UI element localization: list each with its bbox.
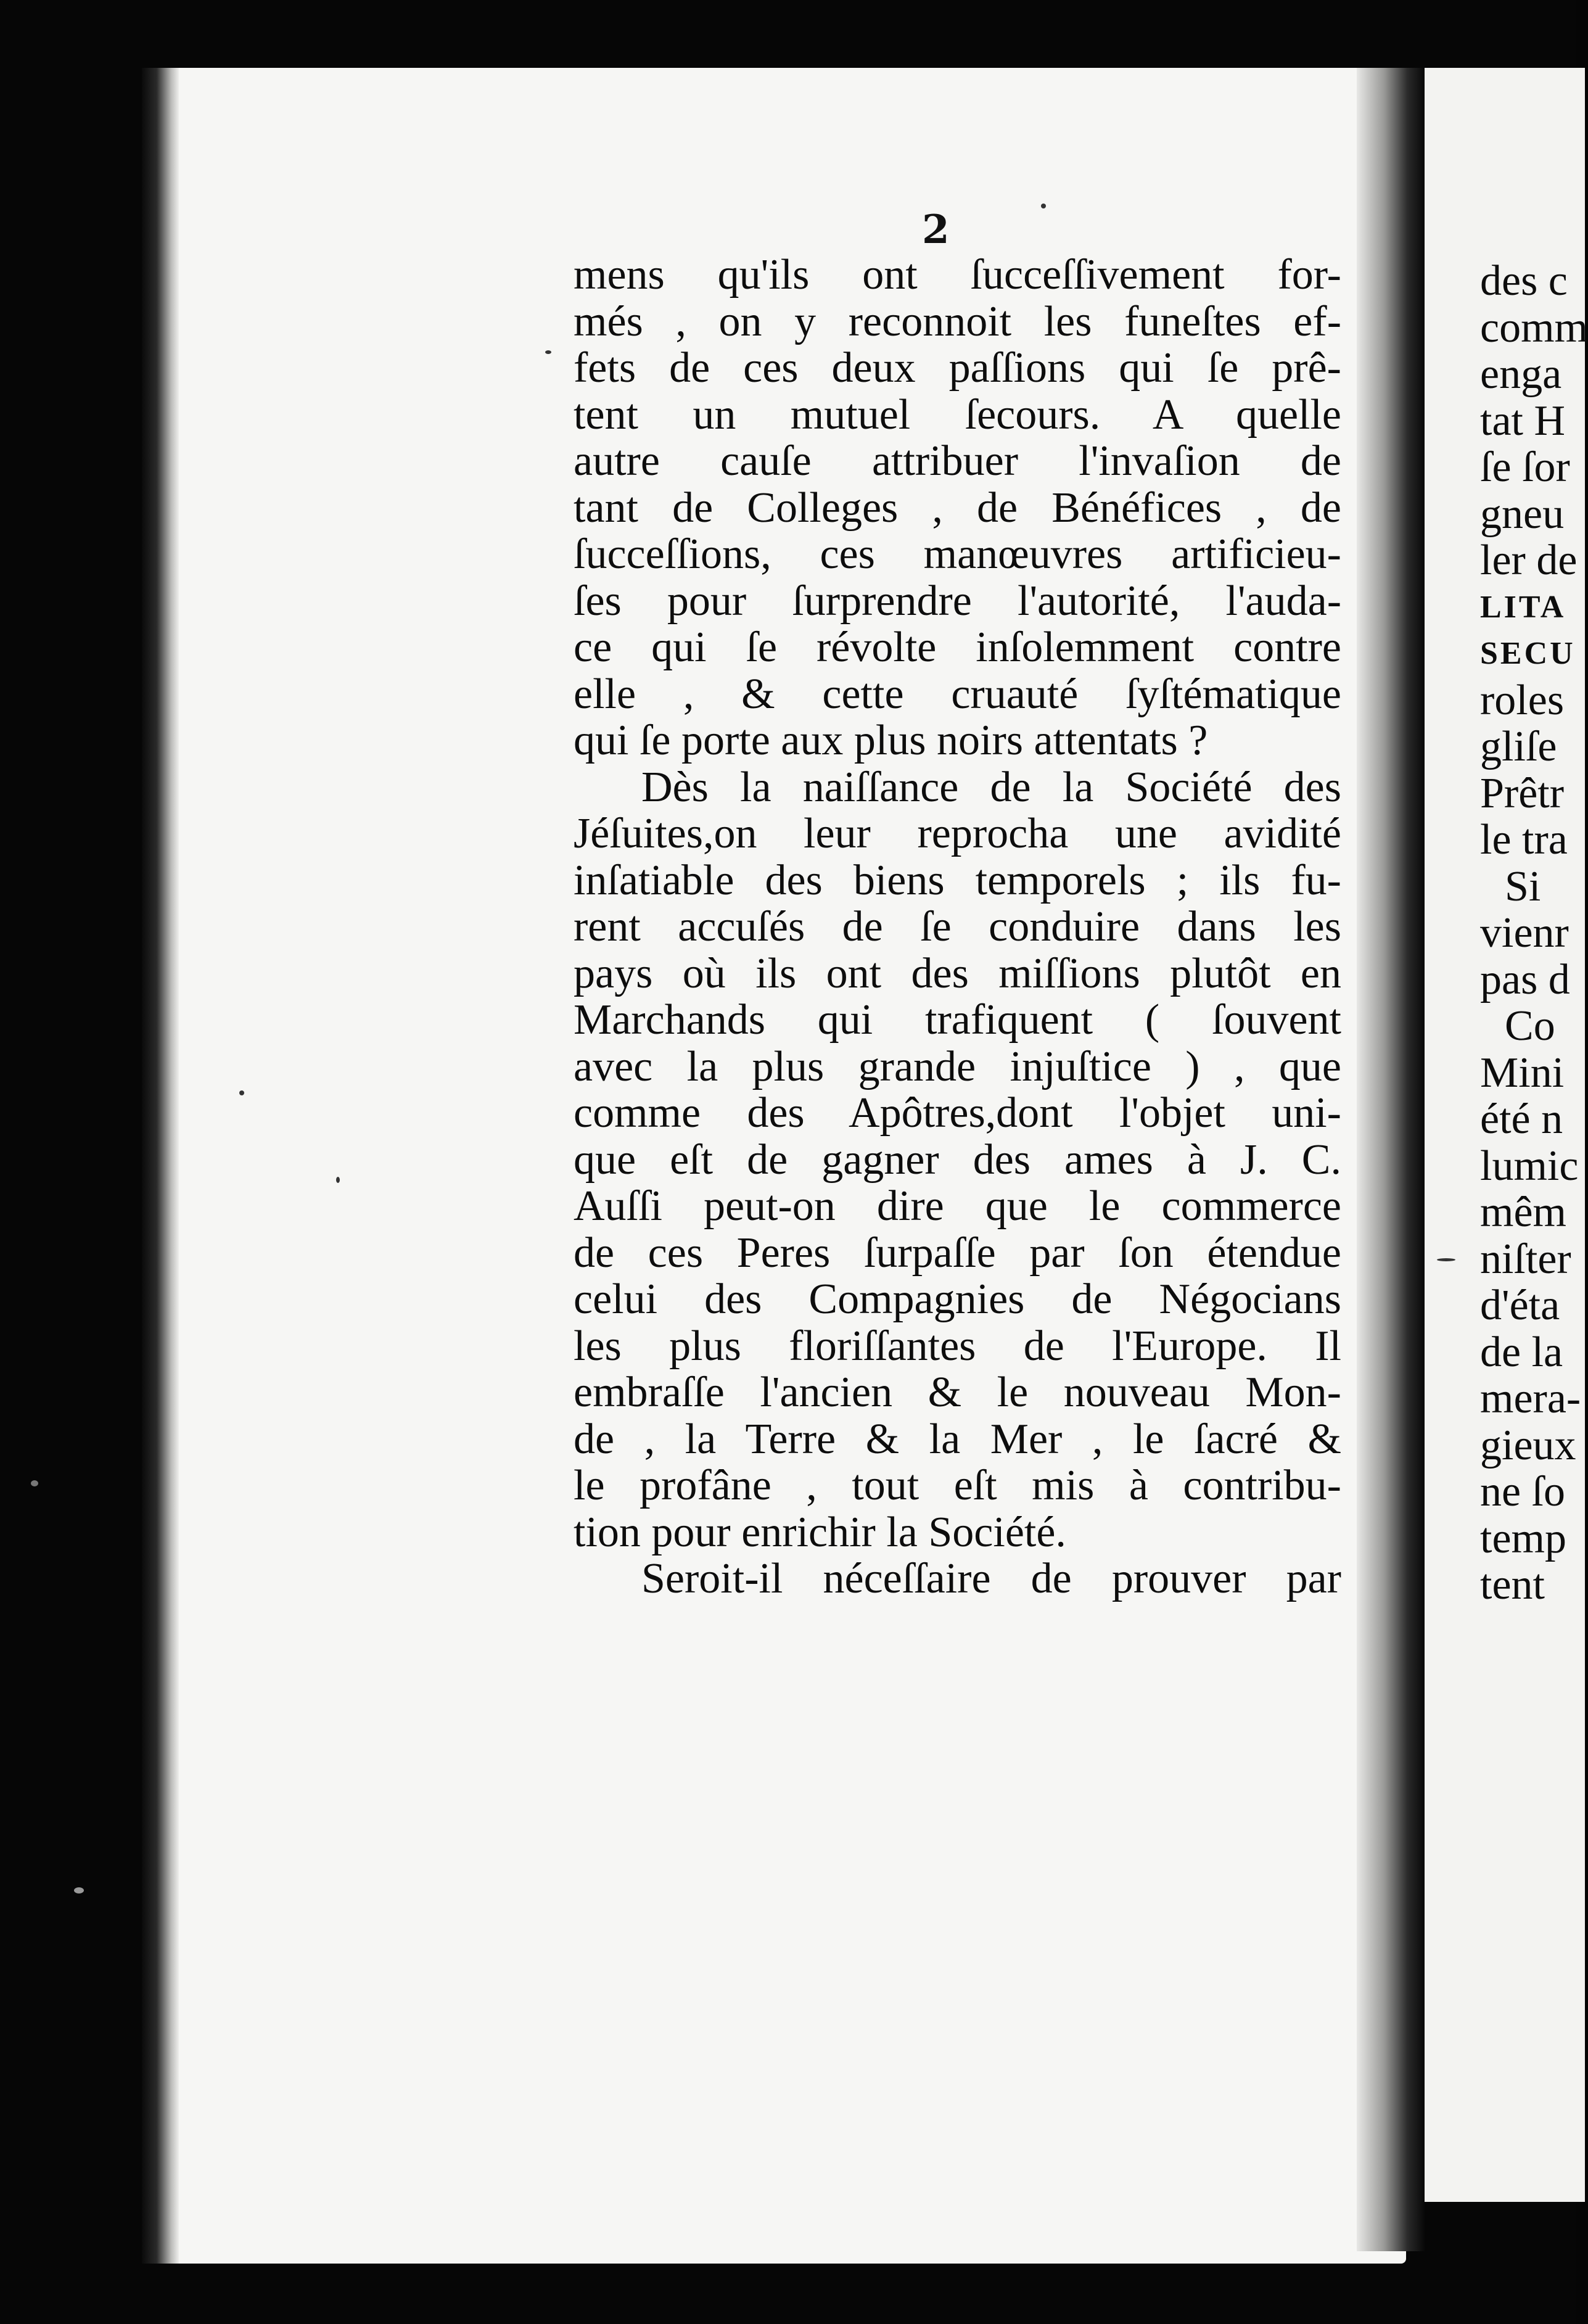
fragment-line: mera- [1480,1375,1581,1422]
text-line: més , on y reconnoit les funeſtes ef- [574,297,1341,345]
text-line: tion pour enrichir la Société. [574,1508,1066,1556]
text-line: de ces Peres ſurpaſſe par ſon étendue [574,1229,1341,1277]
text-line: embraſſe l'ancien & le nouveau Mon- [574,1369,1341,1416]
paper-speck [1437,1258,1455,1261]
fragment-line: LITA [1480,589,1566,625]
text-line: tant de Colleges , de Bénéfices , de [574,484,1341,532]
left-page-text [574,252,1341,1602]
paper-speck [31,1480,38,1486]
fragment-line: comm [1480,303,1588,352]
right-page-text-fragments [1480,257,1588,1609]
paper-speck [239,1090,244,1095]
paper-speck [1041,204,1046,208]
text-line: ce qui ſe révolte inſolemment contre [574,624,1341,671]
fragment-line: ſe ſor [1480,443,1570,491]
book-gutter [1357,68,1425,2251]
fragment-line: tat H [1480,397,1566,445]
fragment-line: de la [1480,1328,1563,1376]
fragment-line: roles [1480,676,1565,724]
fragment-line: le tra [1480,816,1568,863]
fragment-line: gieux [1480,1421,1576,1469]
text-line: tent un mutuel ſecours. A quelle [574,390,1341,439]
fragment-line: vienr [1480,909,1569,957]
text-line: avec la plus grande injuſtice ) , que [574,1042,1341,1090]
page-number: 2 [922,207,950,253]
text-line: inſatiable des biens temporels ; ils fu- [574,856,1341,904]
fragment-line: gliſe [1480,723,1557,770]
paper-speck [545,350,551,354]
text-line: celui des Compagnies de Négocians [574,1275,1341,1323]
text-line: de , la Terre & la Mer , le ſacré & [574,1415,1341,1463]
paper-speck [74,1887,84,1893]
text-line: mens qu'ils ont ſucceſſivement for- [574,251,1341,299]
text-line: le profâne , tout eſt mis à contribu- [574,1462,1341,1509]
fragment-line: mêm [1480,1189,1566,1236]
text-line: elle , & cette cruauté ſyſtématique [574,670,1341,718]
fragment-line: SECU [1480,636,1576,671]
text-line: ſes pour ſurprendre l'autorité, l'auda- [574,577,1341,625]
text-line: Dès la naiſſance de la Société des [641,763,1341,811]
text-line: Seroit-il néceſſaire de prouver par [641,1555,1341,1602]
text-line: que eſt de gagner des ames à J. C. [574,1135,1341,1184]
fragment-line: Prêtr [1480,769,1565,817]
text-line: pays où ils ont des miſſions plutôt en [574,949,1341,997]
fragment-line: des c [1480,257,1568,305]
text-line: rent accuſés de ſe conduire dans les [574,903,1341,950]
fragment-line: pas d [1480,955,1570,1003]
fragment-line: tent [1480,1561,1545,1609]
text-line: Jéſuites,on leur reprocha une avidité [574,810,1341,857]
fragment-line: Si [1505,862,1541,910]
fragment-line: niſter [1480,1235,1571,1283]
text-line: fets de ces deux paſſions qui ſe prê- [574,344,1341,392]
fragment-line: ler de [1480,537,1578,584]
text-line: Auſſi peut-on dire que le commerce [574,1182,1341,1230]
fragment-line: ne ſo [1480,1468,1566,1515]
text-line: autre cauſe attribuer l'invaſion de [574,437,1341,485]
fragment-line: Mini [1480,1049,1565,1097]
fragment-line: Co [1505,1002,1555,1050]
fragment-line: temp [1480,1514,1566,1562]
text-line: qui ſe porte aux plus noirs attentats ? [574,717,1208,764]
fragment-line: été n [1480,1095,1563,1143]
fragment-line: gneu [1480,490,1565,538]
fragment-line: lumic [1480,1142,1579,1190]
fragment-line: enga [1480,350,1562,398]
fragment-line: d'éta [1480,1282,1560,1329]
paper-speck [336,1177,340,1183]
text-line: les plus floriſſantes de l'Europe. Il [574,1322,1341,1370]
text-line: ſucceſſions, ces manœuvres artificieu- [574,530,1341,578]
text-line: comme des Apôtres,dont l'objet uni- [574,1089,1341,1137]
text-line: Marchands qui trafiquent ( ſouvent [574,996,1341,1044]
